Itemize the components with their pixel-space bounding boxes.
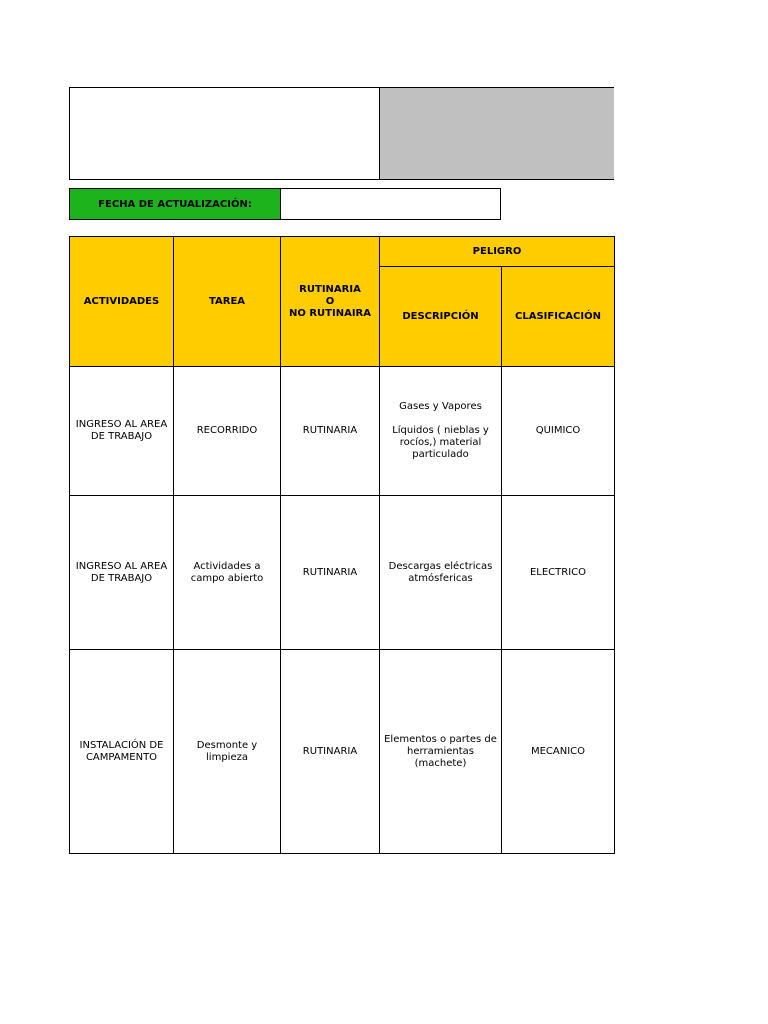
header-actividades: ACTIVIDADES: [70, 237, 174, 367]
header-descripcion: DESCRIPCIÓN: [380, 267, 502, 367]
cell-descripcion: Elementos o partes de herramientas (machete): [380, 650, 502, 854]
cell-rutinaria: RUTINARIA: [281, 496, 380, 650]
cell-actividad: INGRESO AL AREA DE TRABAJO: [70, 496, 174, 650]
fecha-actualizacion-value[interactable]: [280, 188, 501, 220]
cell-tarea: RECORRIDO: [174, 367, 281, 496]
hazard-matrix-table: [69, 236, 615, 854]
header-tarea: TAREA: [174, 237, 281, 367]
header-logo-box: [69, 87, 380, 180]
cell-rutinaria: RUTINARIA: [281, 650, 380, 854]
cell-clasificacion: QUIMICO: [502, 367, 615, 496]
cell-rutinaria: RUTINARIA: [281, 367, 380, 496]
table-row: [70, 496, 615, 650]
table-row: [70, 650, 615, 854]
cell-clasificacion: MECANICO: [502, 650, 615, 854]
cell-descripcion: Gases y Vapores Líquidos ( nieblas y rocíos,) material particulado: [380, 367, 502, 496]
fecha-actualizacion-label: FECHA DE ACTUALIZACIÓN:: [69, 188, 281, 220]
cell-clasificacion: ELECTRICO: [502, 496, 615, 650]
header-title-box: [379, 87, 614, 180]
cell-tarea: Desmonte y limpieza: [174, 650, 281, 854]
header-peligro: PELIGRO: [380, 237, 615, 267]
header-clasificacion: CLASIFICACIÓN: [502, 267, 615, 367]
cell-actividad: INSTALACIÓN DE CAMPAMENTO: [70, 650, 174, 854]
cell-descripcion: Descargas eléctricas atmósfericas: [380, 496, 502, 650]
cell-actividad: INGRESO AL AREA DE TRABAJO: [70, 367, 174, 496]
header-rutinaria: RUTINARIA O NO RUTINAIRA: [281, 237, 380, 367]
cell-tarea: Actividades a campo abierto: [174, 496, 281, 650]
table-row: [70, 367, 615, 496]
